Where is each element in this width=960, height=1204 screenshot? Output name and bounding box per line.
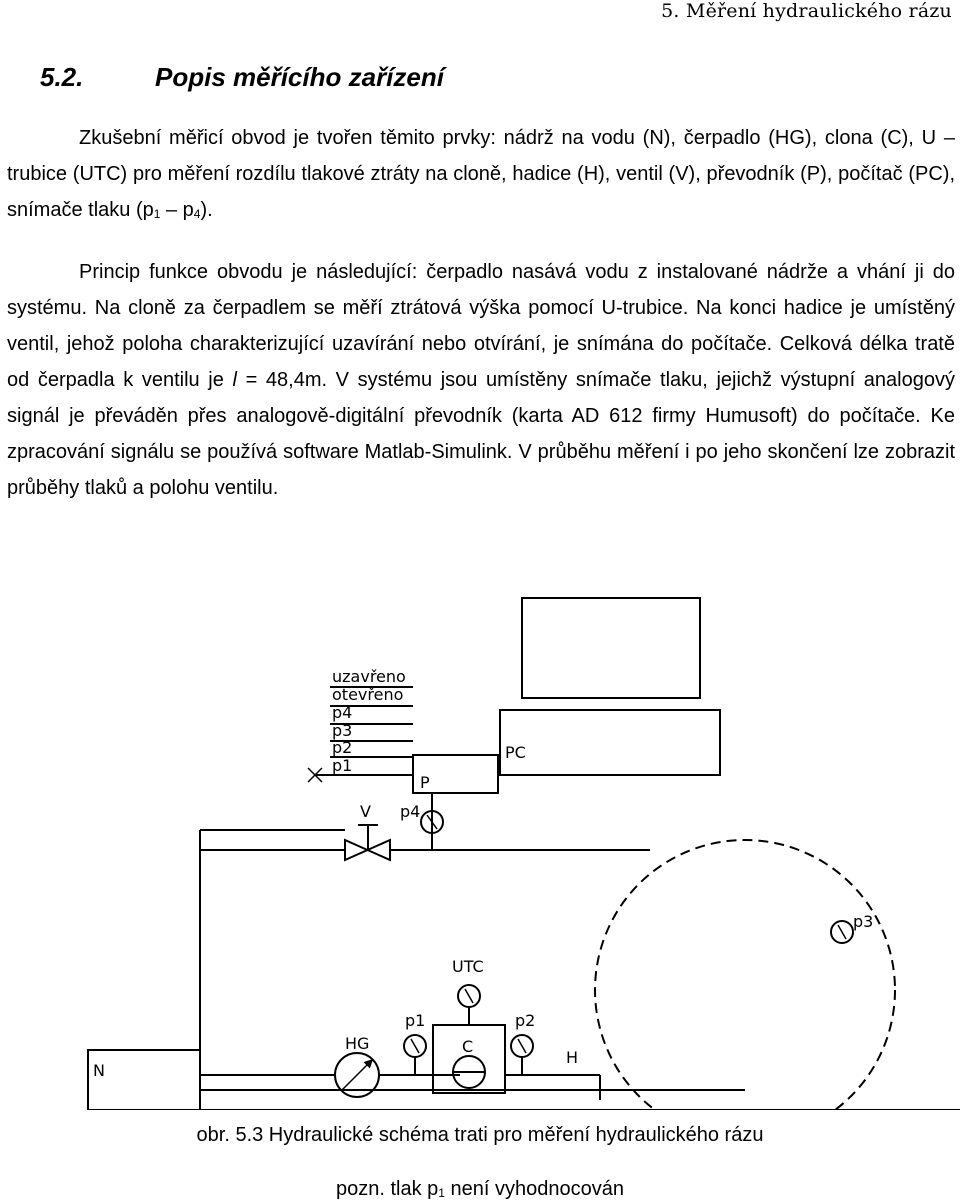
hydraulic-diagram — [0, 590, 960, 1110]
paragraph-principle — [7, 254, 955, 506]
section-title: Popis měřícího zařízení — [155, 62, 444, 92]
pc-monitor — [522, 598, 700, 698]
figure-note — [0, 1178, 960, 1201]
label-p4: p4 — [400, 802, 421, 821]
label-p3: p3 — [853, 912, 874, 931]
para2-var: l — [232, 369, 237, 391]
signal-p2: p2 — [332, 738, 353, 757]
hose-loop — [595, 840, 895, 1110]
para2-text: Princip funkce obvodu je následující: čerpadlo nasává vodu z instalované nádrže a vhání ji do systému. Na cloně za čerpadlem se měří ztrátová výška pomocí U-trubice. Na konci hadice je umístěný ventil, jehož poloha charakterizující uzavírání nebo otvírání, je snímána do počítače. Celková délka tratě od čerpadla k ventilu je — [7, 261, 955, 391]
running-header: 5. Měření hydraulického rázu — [661, 0, 952, 22]
label-p: P — [420, 773, 430, 792]
label-h: H — [566, 1048, 579, 1067]
label-c: C — [462, 1037, 474, 1056]
note-sub: 1 — [438, 1186, 445, 1200]
note-text: pozn. tlak p — [335, 1178, 439, 1200]
note-after: není vyhodnocován — [444, 1178, 624, 1200]
signal-uzavreno: uzavřeno — [332, 667, 406, 686]
label-pc: PC — [505, 743, 526, 762]
signal-p4: p4 — [332, 703, 353, 722]
section-number: 5.2. — [40, 62, 84, 92]
label-n: N — [93, 1061, 105, 1080]
para2-after: = 48,4m. V systému jsou umístěny snímače tlaku, jejichž výstupní analogový signál je převáděn přes analogově-digitální převodník (karta AD 612 firmy Humusoft) do počítače. Ke zpracování signálu se používá software Matlab-Simulink. V průběhu měření i po jeho skončení lze zobrazit průběhy tlaků a polohu ventilu. — [7, 369, 955, 499]
para1-sub1: 1 — [153, 207, 161, 221]
signal-p1: p1 — [332, 756, 353, 775]
label-p1: p1 — [405, 1011, 426, 1030]
label-hg: HG — [345, 1034, 370, 1053]
signal-otevreno: otevřeno — [332, 685, 404, 704]
para1-mid: – p — [160, 199, 194, 221]
paragraph-components — [7, 120, 955, 232]
section-heading — [40, 62, 444, 93]
para1-end: ). — [200, 199, 213, 221]
para1-text: Zkušební měřicí obvod je tvořen těmito prvky: nádrž na vodu (N), čerpadlo (HG), clona (C), U – trubice (UTC) pro měření rozdílu tlakové ztráty na cloně, hadice (H), ventil (V), převodník (P), počítač (PC), snímače tlaku (p — [7, 127, 955, 221]
figure-caption: obr. 5.3 Hydraulické schéma trati pro měření hydraulického rázu — [196, 1124, 764, 1146]
orifice-c — [433, 1025, 505, 1093]
label-utc: UTC — [452, 957, 484, 976]
para1-sub2: 4 — [193, 207, 201, 221]
pc-box — [500, 710, 720, 775]
label-p2: p2 — [515, 1011, 536, 1030]
signal-p3: p3 — [332, 721, 353, 740]
tank-n — [88, 1050, 200, 1110]
label-v: V — [360, 802, 371, 821]
